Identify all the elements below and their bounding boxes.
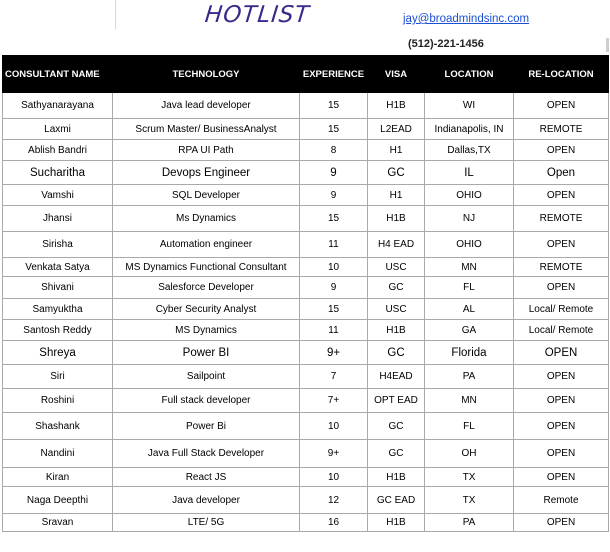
consultant-name-cell: Sathyanarayana [3, 93, 113, 119]
visa-cell: GC [368, 440, 425, 468]
location-cell: WI [425, 93, 514, 119]
visa-cell: H4 EAD [368, 232, 425, 258]
consultant-name-cell: Sirisha [3, 232, 113, 258]
location-cell: IL [425, 161, 514, 185]
consultant-name-cell: Venkata Satya [3, 258, 113, 277]
consultant-name-cell: Vamshi [3, 185, 113, 206]
table-row [3, 299, 609, 320]
consultant-name-cell: Sucharitha [3, 161, 113, 185]
location-cell: Indianapolis, IN [425, 119, 514, 140]
technology-cell: Scrum Master/ BusinessAnalyst [113, 119, 300, 140]
consultant-name-cell: Shashank [3, 413, 113, 440]
location-cell: GA [425, 320, 514, 341]
column-header-experience: EXPERIENCE [300, 56, 368, 93]
consultant-name-cell: Sravan [3, 514, 113, 532]
consultant-name-cell: Laxmi [3, 119, 113, 140]
relocation-cell: Remote [514, 487, 609, 514]
visa-cell: H1B [368, 206, 425, 232]
phone-number: (512)-221-1456 [408, 38, 484, 50]
location-cell: MN [425, 389, 514, 413]
experience-cell: 9 [300, 277, 368, 299]
experience-cell: 10 [300, 258, 368, 277]
technology-cell: Cyber Security Analyst [113, 299, 300, 320]
page-title: HOTLIST [203, 2, 312, 28]
experience-cell: 7+ [300, 389, 368, 413]
technology-cell: SQL Developer [113, 185, 300, 206]
relocation-cell: Local/ Remote [514, 320, 609, 341]
table-row [3, 468, 609, 487]
consultant-name-cell: Jhansi [3, 206, 113, 232]
experience-cell: 15 [300, 299, 368, 320]
technology-cell: Java Full Stack Developer [113, 440, 300, 468]
relocation-cell: OPEN [514, 232, 609, 258]
technology-cell: Power Bi [113, 413, 300, 440]
consultant-name-cell: Santosh Reddy [3, 320, 113, 341]
header-divider [115, 0, 116, 30]
location-cell: OHIO [425, 185, 514, 206]
relocation-cell: Open [514, 161, 609, 185]
experience-cell: 8 [300, 140, 368, 161]
technology-cell: Sailpoint [113, 365, 300, 389]
table-row [3, 413, 609, 440]
experience-cell: 9+ [300, 341, 368, 365]
experience-cell: 7 [300, 365, 368, 389]
experience-cell: 10 [300, 413, 368, 440]
table-row [3, 440, 609, 468]
consultant-name-cell: Ablish Bandri [3, 140, 113, 161]
consultant-name-cell: Siri [3, 365, 113, 389]
technology-cell: MS Dynamics [113, 320, 300, 341]
relocation-cell: OPEN [514, 514, 609, 532]
experience-cell: 16 [300, 514, 368, 532]
consultant-name-cell: Naga Deepthi [3, 487, 113, 514]
technology-cell: Automation engineer [113, 232, 300, 258]
table-row [3, 514, 609, 532]
relocation-cell: OPEN [514, 413, 609, 440]
visa-cell: GC EAD [368, 487, 425, 514]
table-row [3, 93, 609, 119]
experience-cell: 9 [300, 161, 368, 185]
technology-cell: Java developer [113, 487, 300, 514]
email-link[interactable]: jay@broadmindsinc.com [403, 13, 530, 25]
relocation-cell: OPEN [514, 389, 609, 413]
experience-cell: 9+ [300, 440, 368, 468]
experience-cell: 11 [300, 320, 368, 341]
experience-cell: 11 [300, 232, 368, 258]
table-row [3, 389, 609, 413]
hotlist-table [2, 55, 609, 532]
relocation-cell: OPEN [514, 440, 609, 468]
experience-cell: 15 [300, 206, 368, 232]
visa-cell: H1B [368, 514, 425, 532]
consultant-name-cell: Nandini [3, 440, 113, 468]
relocation-cell: REMOTE [514, 119, 609, 140]
location-cell: OHIO [425, 232, 514, 258]
column-header-consultant-name: CONSULTANT NAME [3, 56, 113, 93]
relocation-cell: OPEN [514, 365, 609, 389]
technology-cell: RPA UI Path [113, 140, 300, 161]
visa-cell: GC [368, 341, 425, 365]
consultant-name-cell: Shivani [3, 277, 113, 299]
technology-cell: React JS [113, 468, 300, 487]
technology-cell: Power BI [113, 341, 300, 365]
table-row [3, 341, 609, 365]
table-row [3, 320, 609, 341]
relocation-cell: OPEN [514, 468, 609, 487]
relocation-cell: REMOTE [514, 206, 609, 232]
visa-cell: H1 [368, 140, 425, 161]
location-cell: TX [425, 487, 514, 514]
location-cell: FL [425, 277, 514, 299]
visa-cell: H1B [368, 93, 425, 119]
table-row [3, 185, 609, 206]
location-cell: NJ [425, 206, 514, 232]
relocation-cell: OPEN [514, 341, 609, 365]
table-row [3, 277, 609, 299]
consultant-name-cell: Shreya [3, 341, 113, 365]
table-row [3, 487, 609, 514]
table-row [3, 365, 609, 389]
location-cell: OH [425, 440, 514, 468]
visa-cell: H1B [368, 468, 425, 487]
location-cell: TX [425, 468, 514, 487]
visa-cell: USC [368, 258, 425, 277]
table-row [3, 161, 609, 185]
relocation-cell: Local/ Remote [514, 299, 609, 320]
visa-cell: GC [368, 413, 425, 440]
table-row [3, 258, 609, 277]
relocation-cell: OPEN [514, 277, 609, 299]
consultant-name-cell: Roshini [3, 389, 113, 413]
table-row [3, 119, 609, 140]
table-header-row [3, 56, 609, 93]
location-cell: PA [425, 365, 514, 389]
technology-cell: Salesforce Developer [113, 277, 300, 299]
technology-cell: Full stack developer [113, 389, 300, 413]
experience-cell: 10 [300, 468, 368, 487]
visa-cell: GC [368, 277, 425, 299]
column-header-visa: VISA [368, 56, 425, 93]
visa-cell: USC [368, 299, 425, 320]
visa-cell: H1B [368, 320, 425, 341]
visa-cell: H4EAD [368, 365, 425, 389]
consultant-name-cell: Samyuktha [3, 299, 113, 320]
experience-cell: 12 [300, 487, 368, 514]
scroll-indicator [606, 38, 609, 52]
column-header-location: LOCATION [425, 56, 514, 93]
technology-cell: MS Dynamics Functional Consultant [113, 258, 300, 277]
location-cell: Dallas,TX [425, 140, 514, 161]
experience-cell: 15 [300, 119, 368, 140]
visa-cell: L2EAD [368, 119, 425, 140]
relocation-cell: REMOTE [514, 258, 609, 277]
table-row [3, 232, 609, 258]
relocation-cell: OPEN [514, 140, 609, 161]
experience-cell: 9 [300, 185, 368, 206]
location-cell: MN [425, 258, 514, 277]
column-header-technology: TECHNOLOGY [113, 56, 300, 93]
location-cell: PA [425, 514, 514, 532]
technology-cell: LTE/ 5G [113, 514, 300, 532]
table-row [3, 140, 609, 161]
location-cell: FL [425, 413, 514, 440]
table-row [3, 206, 609, 232]
relocation-cell: OPEN [514, 185, 609, 206]
location-cell: AL [425, 299, 514, 320]
consultant-name-cell: Kiran [3, 468, 113, 487]
visa-cell: OPT EAD [368, 389, 425, 413]
visa-cell: GC [368, 161, 425, 185]
experience-cell: 15 [300, 93, 368, 119]
technology-cell: Devops Engineer [113, 161, 300, 185]
column-header-relocation: RE-LOCATION [514, 56, 609, 93]
technology-cell: Java lead developer [113, 93, 300, 119]
location-cell: Florida [425, 341, 514, 365]
technology-cell: Ms Dynamics [113, 206, 300, 232]
visa-cell: H1 [368, 185, 425, 206]
relocation-cell: OPEN [514, 93, 609, 119]
